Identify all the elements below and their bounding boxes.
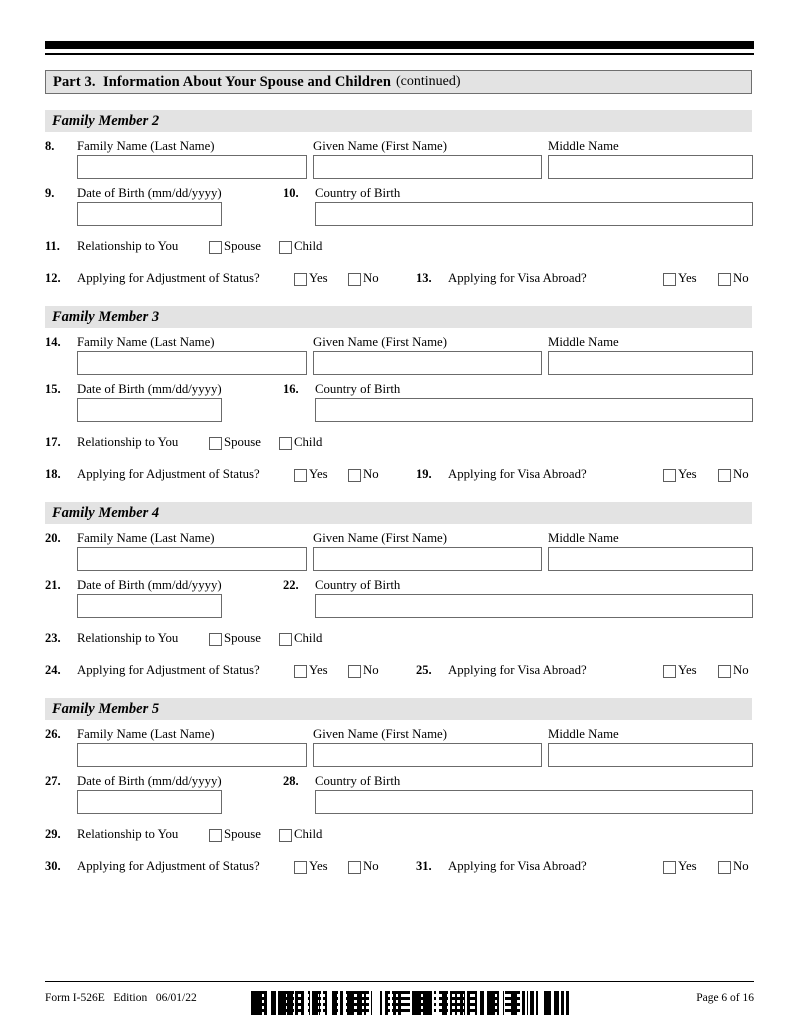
item-number-relationship-4: 23. <box>45 631 61 645</box>
footer-rule <box>45 981 754 982</box>
checkbox-label-adjustment-no-5: No <box>363 859 379 873</box>
checkbox-visa-yes-2[interactable] <box>663 273 676 286</box>
item-number-country-5: 28. <box>283 774 299 788</box>
input-middle-name-4[interactable] <box>548 547 753 571</box>
checkbox-label-child-4: Child <box>294 631 323 645</box>
label-date-of-birth-3: Date of Birth (mm/dd/yyyy) <box>77 382 222 396</box>
checkbox-visa-yes-4[interactable] <box>663 665 676 678</box>
input-middle-name-2[interactable] <box>548 155 753 179</box>
checkbox-label-spouse-5: Spouse <box>224 827 261 841</box>
checkbox-label-visa-yes-3: Yes <box>678 467 697 481</box>
family-member-band-label-2: Family Member 2 <box>52 112 160 129</box>
checkbox-child-3[interactable] <box>279 437 292 450</box>
label-relationship-2: Relationship to You <box>77 239 179 253</box>
label-adjustment-5: Applying for Adjustment of Status? <box>77 859 260 873</box>
label-date-of-birth-4: Date of Birth (mm/dd/yyyy) <box>77 578 222 592</box>
label-adjustment-3: Applying for Adjustment of Status? <box>77 467 260 481</box>
label-middle-name-2: Middle Name <box>548 139 619 153</box>
input-family-name-2[interactable] <box>77 155 307 179</box>
input-country-of-birth-2[interactable] <box>315 202 753 226</box>
checkbox-label-adjustment-no-3: No <box>363 467 379 481</box>
checkbox-spouse-2[interactable] <box>209 241 222 254</box>
family-member-band-2 <box>45 110 752 132</box>
label-family-name-4: Family Name (Last Name) <box>77 531 215 545</box>
input-family-name-4[interactable] <box>77 547 307 571</box>
checkbox-visa-no-5[interactable] <box>718 861 731 874</box>
checkbox-adjustment-yes-5[interactable] <box>294 861 307 874</box>
checkbox-label-spouse-2: Spouse <box>224 239 261 253</box>
family-member-band-label-3: Family Member 3 <box>52 308 160 325</box>
checkbox-label-visa-no-2: No <box>733 271 749 285</box>
input-date-of-birth-2[interactable] <box>77 202 222 226</box>
checkbox-label-child-3: Child <box>294 435 323 449</box>
item-number-visa-2: 13. <box>416 271 432 285</box>
label-middle-name-5: Middle Name <box>548 727 619 741</box>
checkbox-label-visa-no-5: No <box>733 859 749 873</box>
label-country-of-birth-5: Country of Birth <box>315 774 401 788</box>
barcode-guard-start <box>251 991 262 1015</box>
checkbox-spouse-3[interactable] <box>209 437 222 450</box>
label-middle-name-3: Middle Name <box>548 335 619 349</box>
checkbox-label-adjustment-yes-5: Yes <box>309 859 328 873</box>
label-country-of-birth-3: Country of Birth <box>315 382 401 396</box>
family-member-band-label-5: Family Member 5 <box>52 700 160 717</box>
item-number-names-5: 26. <box>45 727 61 741</box>
input-given-name-3[interactable] <box>313 351 542 375</box>
label-relationship-5: Relationship to You <box>77 827 179 841</box>
item-number-country-4: 22. <box>283 578 299 592</box>
item-number-dob-2: 9. <box>45 186 55 200</box>
checkbox-label-spouse-3: Spouse <box>224 435 261 449</box>
footer-page-number: Page 6 of 16 <box>696 992 754 1004</box>
label-given-name-5: Given Name (First Name) <box>313 727 447 741</box>
checkbox-visa-no-3[interactable] <box>718 469 731 482</box>
item-number-country-2: 10. <box>283 186 299 200</box>
input-family-name-5[interactable] <box>77 743 307 767</box>
checkbox-label-child-2: Child <box>294 239 323 253</box>
label-given-name-2: Given Name (First Name) <box>313 139 447 153</box>
input-country-of-birth-5[interactable] <box>315 790 753 814</box>
checkbox-label-adjustment-no-4: No <box>363 663 379 677</box>
family-member-band-5 <box>45 698 752 720</box>
checkbox-adjustment-no-3[interactable] <box>348 469 361 482</box>
checkbox-adjustment-yes-4[interactable] <box>294 665 307 678</box>
checkbox-label-visa-no-3: No <box>733 467 749 481</box>
label-relationship-3: Relationship to You <box>77 435 179 449</box>
item-number-visa-4: 25. <box>416 663 432 677</box>
item-number-names-3: 14. <box>45 335 61 349</box>
2d-barcode <box>251 991 569 1015</box>
item-number-names-4: 20. <box>45 531 61 545</box>
input-date-of-birth-5[interactable] <box>77 790 222 814</box>
family-member-band-3 <box>45 306 752 328</box>
label-adjustment-4: Applying for Adjustment of Status? <box>77 663 260 677</box>
checkbox-label-adjustment-yes-4: Yes <box>309 663 328 677</box>
label-country-of-birth-4: Country of Birth <box>315 578 401 592</box>
label-family-name-5: Family Name (Last Name) <box>77 727 215 741</box>
checkbox-label-adjustment-no-2: No <box>363 271 379 285</box>
item-number-country-3: 16. <box>283 382 299 396</box>
label-date-of-birth-5: Date of Birth (mm/dd/yyyy) <box>77 774 222 788</box>
checkbox-label-adjustment-yes-3: Yes <box>309 467 328 481</box>
footer-form-edition: Form I-526E Edition 06/01/22 <box>45 992 197 1004</box>
label-family-name-3: Family Name (Last Name) <box>77 335 215 349</box>
label-relationship-4: Relationship to You <box>77 631 179 645</box>
label-given-name-3: Given Name (First Name) <box>313 335 447 349</box>
checkbox-adjustment-no-5[interactable] <box>348 861 361 874</box>
checkbox-label-adjustment-yes-2: Yes <box>309 271 328 285</box>
label-visa-abroad-5: Applying for Visa Abroad? <box>448 859 587 873</box>
input-given-name-4[interactable] <box>313 547 542 571</box>
input-middle-name-3[interactable] <box>548 351 753 375</box>
checkbox-adjustment-yes-2[interactable] <box>294 273 307 286</box>
family-member-band-4 <box>45 502 752 524</box>
item-number-adjustment-4: 24. <box>45 663 61 677</box>
label-visa-abroad-3: Applying for Visa Abroad? <box>448 467 587 481</box>
input-country-of-birth-4[interactable] <box>315 594 753 618</box>
item-number-relationship-5: 29. <box>45 827 61 841</box>
item-number-relationship-2: 11. <box>45 239 60 253</box>
checkbox-adjustment-yes-3[interactable] <box>294 469 307 482</box>
item-number-adjustment-2: 12. <box>45 271 61 285</box>
item-number-visa-3: 19. <box>416 467 432 481</box>
checkbox-label-visa-no-4: No <box>733 663 749 677</box>
checkbox-spouse-4[interactable] <box>209 633 222 646</box>
checkbox-visa-no-2[interactable] <box>718 273 731 286</box>
barcode-guard-end <box>556 991 569 1015</box>
label-country-of-birth-2: Country of Birth <box>315 186 401 200</box>
checkbox-visa-yes-5[interactable] <box>663 861 676 874</box>
item-number-names-2: 8. <box>45 139 55 153</box>
checkbox-child-2[interactable] <box>279 241 292 254</box>
input-given-name-5[interactable] <box>313 743 542 767</box>
part-header-title: Part 3. Information About Your Spouse and Children <box>53 73 391 90</box>
checkbox-label-child-5: Child <box>294 827 323 841</box>
top-rule-thin <box>45 53 754 55</box>
input-date-of-birth-3[interactable] <box>77 398 222 422</box>
label-date-of-birth-2: Date of Birth (mm/dd/yyyy) <box>77 186 222 200</box>
label-visa-abroad-2: Applying for Visa Abroad? <box>448 271 587 285</box>
checkbox-label-visa-yes-2: Yes <box>678 271 697 285</box>
checkbox-child-5[interactable] <box>279 829 292 842</box>
item-number-dob-4: 21. <box>45 578 61 592</box>
checkbox-label-spouse-4: Spouse <box>224 631 261 645</box>
item-number-visa-5: 31. <box>416 859 432 873</box>
family-member-band-label-4: Family Member 4 <box>52 504 160 521</box>
checkbox-spouse-5[interactable] <box>209 829 222 842</box>
label-family-name-2: Family Name (Last Name) <box>77 139 215 153</box>
checkbox-label-visa-yes-5: Yes <box>678 859 697 873</box>
part-header-band <box>45 70 752 94</box>
checkbox-visa-no-4[interactable] <box>718 665 731 678</box>
input-middle-name-5[interactable] <box>548 743 753 767</box>
input-family-name-3[interactable] <box>77 351 307 375</box>
checkbox-child-4[interactable] <box>279 633 292 646</box>
checkbox-adjustment-no-4[interactable] <box>348 665 361 678</box>
input-date-of-birth-4[interactable] <box>77 594 222 618</box>
part-header-continued: (continued) <box>396 74 461 89</box>
item-number-relationship-3: 17. <box>45 435 61 449</box>
input-country-of-birth-3[interactable] <box>315 398 753 422</box>
item-number-adjustment-3: 18. <box>45 467 61 481</box>
checkbox-label-visa-yes-4: Yes <box>678 663 697 677</box>
checkbox-visa-yes-3[interactable] <box>663 469 676 482</box>
top-rule-thick <box>45 41 754 49</box>
label-visa-abroad-4: Applying for Visa Abroad? <box>448 663 587 677</box>
input-given-name-2[interactable] <box>313 155 542 179</box>
item-number-adjustment-5: 30. <box>45 859 61 873</box>
checkbox-adjustment-no-2[interactable] <box>348 273 361 286</box>
label-middle-name-4: Middle Name <box>548 531 619 545</box>
label-adjustment-2: Applying for Adjustment of Status? <box>77 271 260 285</box>
label-given-name-4: Given Name (First Name) <box>313 531 447 545</box>
item-number-dob-5: 27. <box>45 774 61 788</box>
item-number-dob-3: 15. <box>45 382 61 396</box>
